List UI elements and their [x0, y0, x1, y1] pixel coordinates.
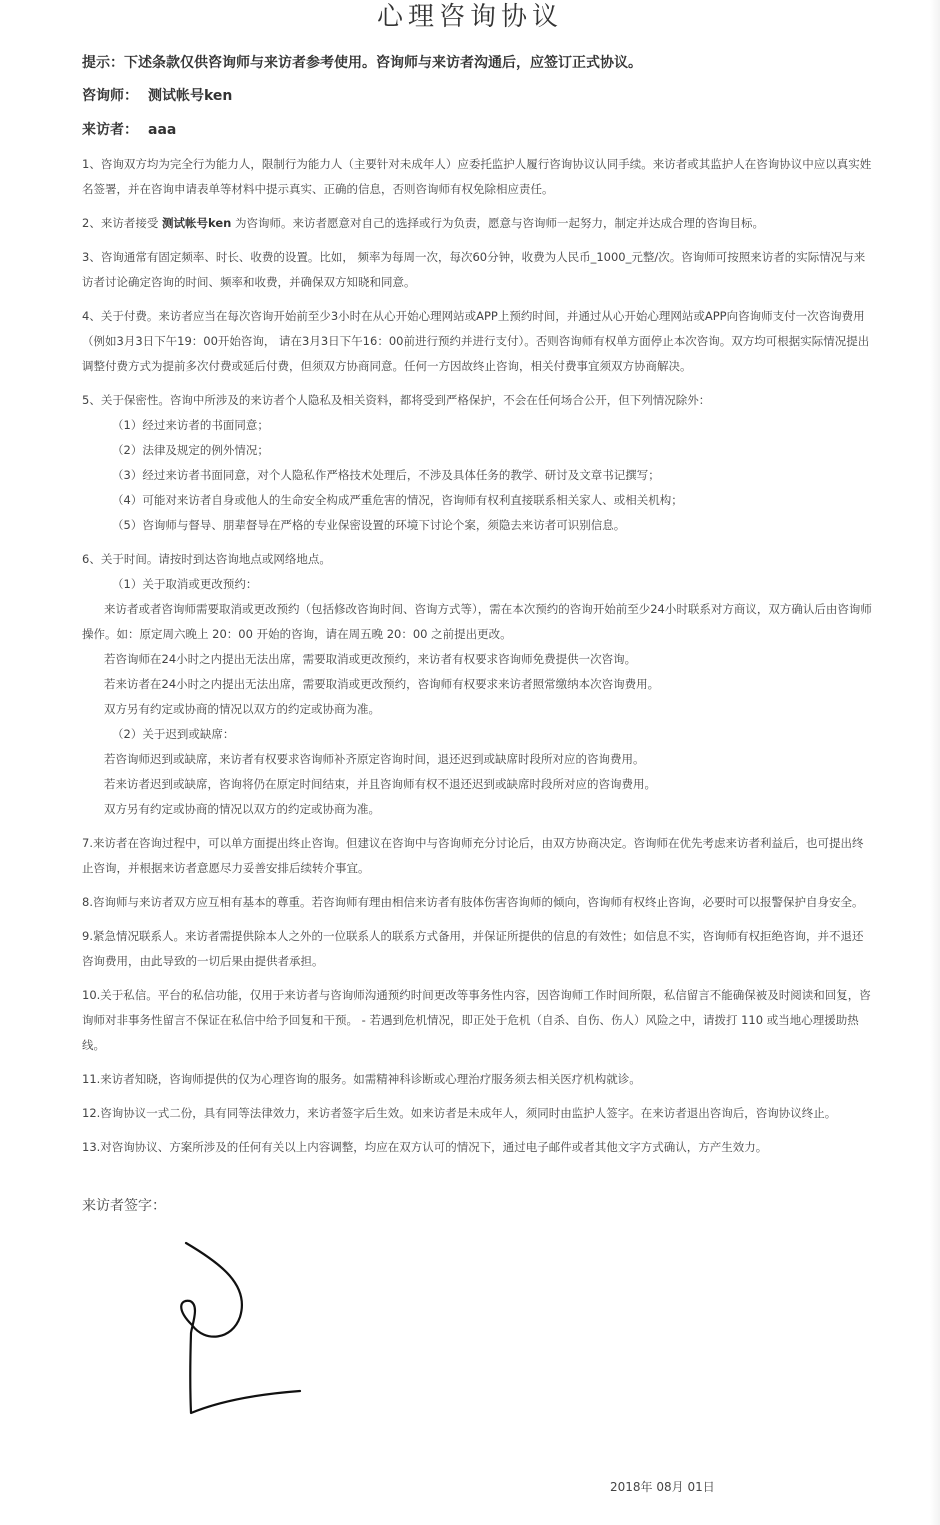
clause-6-sub1-title: （1）关于取消或更改预约： [112, 577, 258, 591]
clause-1-text: 1、咨询双方均为完全行为能力人，限制行为能力人（主要针对未成年人）应委托监护人履行咨询协议认同手续。来访者或其监护人在咨询协议中应以真实姓名签署，并在咨询申请表单等材料中提示真实、正确的信息，否则咨询师有权免除相应责任。 [82, 157, 872, 196]
clause-11 [82, 1067, 872, 1092]
clause-2-text [82, 211, 872, 236]
clause-6 [82, 547, 872, 822]
sign-date: 2018年 08月 01日 [610, 1480, 715, 1494]
clause-6-sub1-line: 来访者或者咨询师需要取消或更改预约（包括修改咨询时间、咨询方式等），需在本次预约的咨询开始前至少24小时联系对方商议，双方确认后由咨询师操作。如：原定周六晚上 20：00 开始的咨询，请在周五晚 20：00 之前提出更改。 [82, 602, 872, 641]
clause-6-sub2-line: 双方另有约定或协商的情况以双方的约定或协商为准。 [104, 802, 380, 816]
agreement-clauses [82, 152, 872, 1169]
clause-6-sub1-line: 若来访者在24小时之内提出无法出席，需要取消或更改预约，咨询师有权要求来访者照常缴纳本次咨询费用。 [104, 677, 660, 691]
clause-5-item: （1）经过来访者的书面同意； [112, 418, 269, 432]
clause-10 [82, 983, 872, 1058]
clause-6-intro: 6、关于时间。请按时到达咨询地点或网络地点。 [82, 552, 331, 566]
clause-3 [82, 245, 872, 295]
clause-8 [82, 890, 872, 915]
clause-10-text: 10.关于私信。平台的私信功能，仅用于来访者与咨询师沟通预约时间更改等事务性内容，因咨询师工作时间所限，私信留言不能确保被及时阅读和回复，咨询师对非事务性留言不保证在私信中给予回复和干预。 - 若遇到危机情况，即正处于危机（自杀、自伤、伤人）风险之中，请拨打 110 或当地心理援助热线。 [82, 988, 871, 1052]
clause-9 [82, 924, 872, 974]
clause-7 [82, 831, 872, 881]
counselor-label: 咨询师： [82, 88, 138, 104]
counselor-name: 测试帐号ken [148, 88, 233, 104]
clause-2 [82, 211, 872, 236]
clause-11-text: 11.来访者知晓，咨询师提供的仅为心理咨询的服务。如需精神科诊断或心理治疗服务须去相关医疗机构就诊。 [82, 1072, 641, 1086]
clause-6-sub2-line: 若咨询师迟到或缺席，来访者有权要求咨询师补齐原定咨询时间，退还迟到或缺席时段所对应的咨询费用。 [104, 752, 645, 766]
clause-6-sub2-title: （2）关于迟到或缺席： [112, 727, 235, 741]
clause-9-text: 9.紧急情况联系人。来访者需提供除本人之外的一位联系人的联系方式备用，并保证所提供的信息的有效性；如信息不实，咨询师有权拒绝咨询，并不退还咨询费用，由此导致的一切后果由提供者承担。 [82, 929, 864, 968]
clause-12 [82, 1101, 872, 1126]
clause-6-sub2-line: 若来访者迟到或缺席，咨询将仍在原定时间结束，并且咨询师有权不退还迟到或缺席时段所对应的咨询费用。 [104, 777, 656, 791]
counselor-row [82, 86, 882, 106]
clause-3-text: 3、咨询通常有固定频率、时长、收费的设置。比如， 频率为每周一次，每次60分钟，收费为人民币_1000_元整/次。咨询师可按照来访者的实际情况与来访者讨论确定咨询的时间、频率和收费，并确保双方知晓和同意。 [82, 250, 866, 289]
clause-5-item: （4）可能对来访者自身或他人的生命安全构成严重危害的情况，咨询师有权利直接联系相关家人、或相关机构； [112, 493, 683, 507]
visitor-signature [160, 1225, 340, 1445]
clause-4-text: 4、关于付费。来访者应当在每次咨询开始前至少3小时在从心开始心理网站或APP上预约时间，并通过从心开始心理网站或APP向咨询师支付一次咨询费用（例如3月3日下午19：00开始咨询， 请在3月3日下午16：00前进行预约并进行支付）。否则咨询师有权单方面停止本次咨询。双方均可根据实际情况提出调整付费方式为提前多次付费或延后付费，但须双方协商同意。任何一方因故终止咨询，相关付费事宜须双方协商解决。 [82, 309, 870, 373]
clause-2-after: 为咨询师。来访者愿意对自己的选择或行为负责，愿意与咨询师一起努力，制定并达成合理的咨询目标。 [231, 216, 764, 230]
visitor-name: aaa [148, 122, 177, 138]
clause-1 [82, 152, 872, 202]
clause-4 [82, 304, 872, 379]
clause-6-sub1-line: 若咨询师在24小时之内提出无法出席，需要取消或更改预约，来访者有权要求咨询师免费提供一次咨询。 [104, 652, 637, 666]
clause-5-item: （2）法律及规定的例外情况； [112, 443, 269, 457]
clause-6-sub1-line: 双方另有约定或协商的情况以双方的约定或协商为准。 [104, 702, 380, 716]
clause-5 [82, 388, 872, 538]
page-title: 心理咨询协议 [376, 2, 563, 32]
clause-12-text: 12.咨询协议一式二份，具有同等法律效力，来访者签字后生效。如来访者是未成年人，须同时由监护人签字。在来访者退出咨询后，咨询协议终止。 [82, 1106, 837, 1120]
clause-2-before: 2、来访者接受 [82, 216, 162, 230]
clause-2-counselor-name: 测试帐号ken [161, 216, 232, 230]
clause-13 [82, 1135, 872, 1160]
clause-8-text: 8.咨询师与来访者双方应互相有基本的尊重。若咨询师有理由相信来访者有肢体伤害咨询师的倾向，咨询师有权终止咨询，必要时可以报警保护自身安全。 [82, 895, 864, 909]
clause-5-intro: 5、关于保密性。咨询中所涉及的来访者个人隐私及相关资料，都将受到严格保护，不会在任何场合公开，但下列情况除外： [82, 393, 711, 407]
clause-5-item: （3）经过来访者书面同意，对个人隐私作严格技术处理后，不涉及具体任务的教学、研讨及文章书记撰写； [112, 468, 660, 482]
visitor-label: 来访者： [82, 122, 138, 138]
clause-7-text: 7.来访者在咨询过程中，可以单方面提出终止咨询。但建议在咨询中与咨询师充分讨论后，由双方协商决定。咨询师在优先考虑来访者利益后，也可提出终止咨询，并根据来访者意愿尽力妥善安排后续转介事宜。 [82, 836, 864, 875]
page-edge-shadow [930, 0, 940, 1525]
visitor-row [82, 120, 882, 140]
clause-13-text: 13.对咨询协议、方案所涉及的任何有关以上内容调整，均应在双方认可的情况下，通过电子邮件或者其他文字方式确认，方产生效力。 [82, 1140, 768, 1154]
clause-5-item: （5）咨询师与督导、朋辈督导在严格的专业保密设置的环境下讨论个案，须隐去来访者可识别信息。 [112, 518, 626, 532]
hint-text: 提示：下述条款仅供咨询师与来访者参考使用。咨询师与来访者沟通后，应签订正式协议。 [82, 55, 642, 71]
signature-label: 来访者签字： [82, 1198, 166, 1214]
